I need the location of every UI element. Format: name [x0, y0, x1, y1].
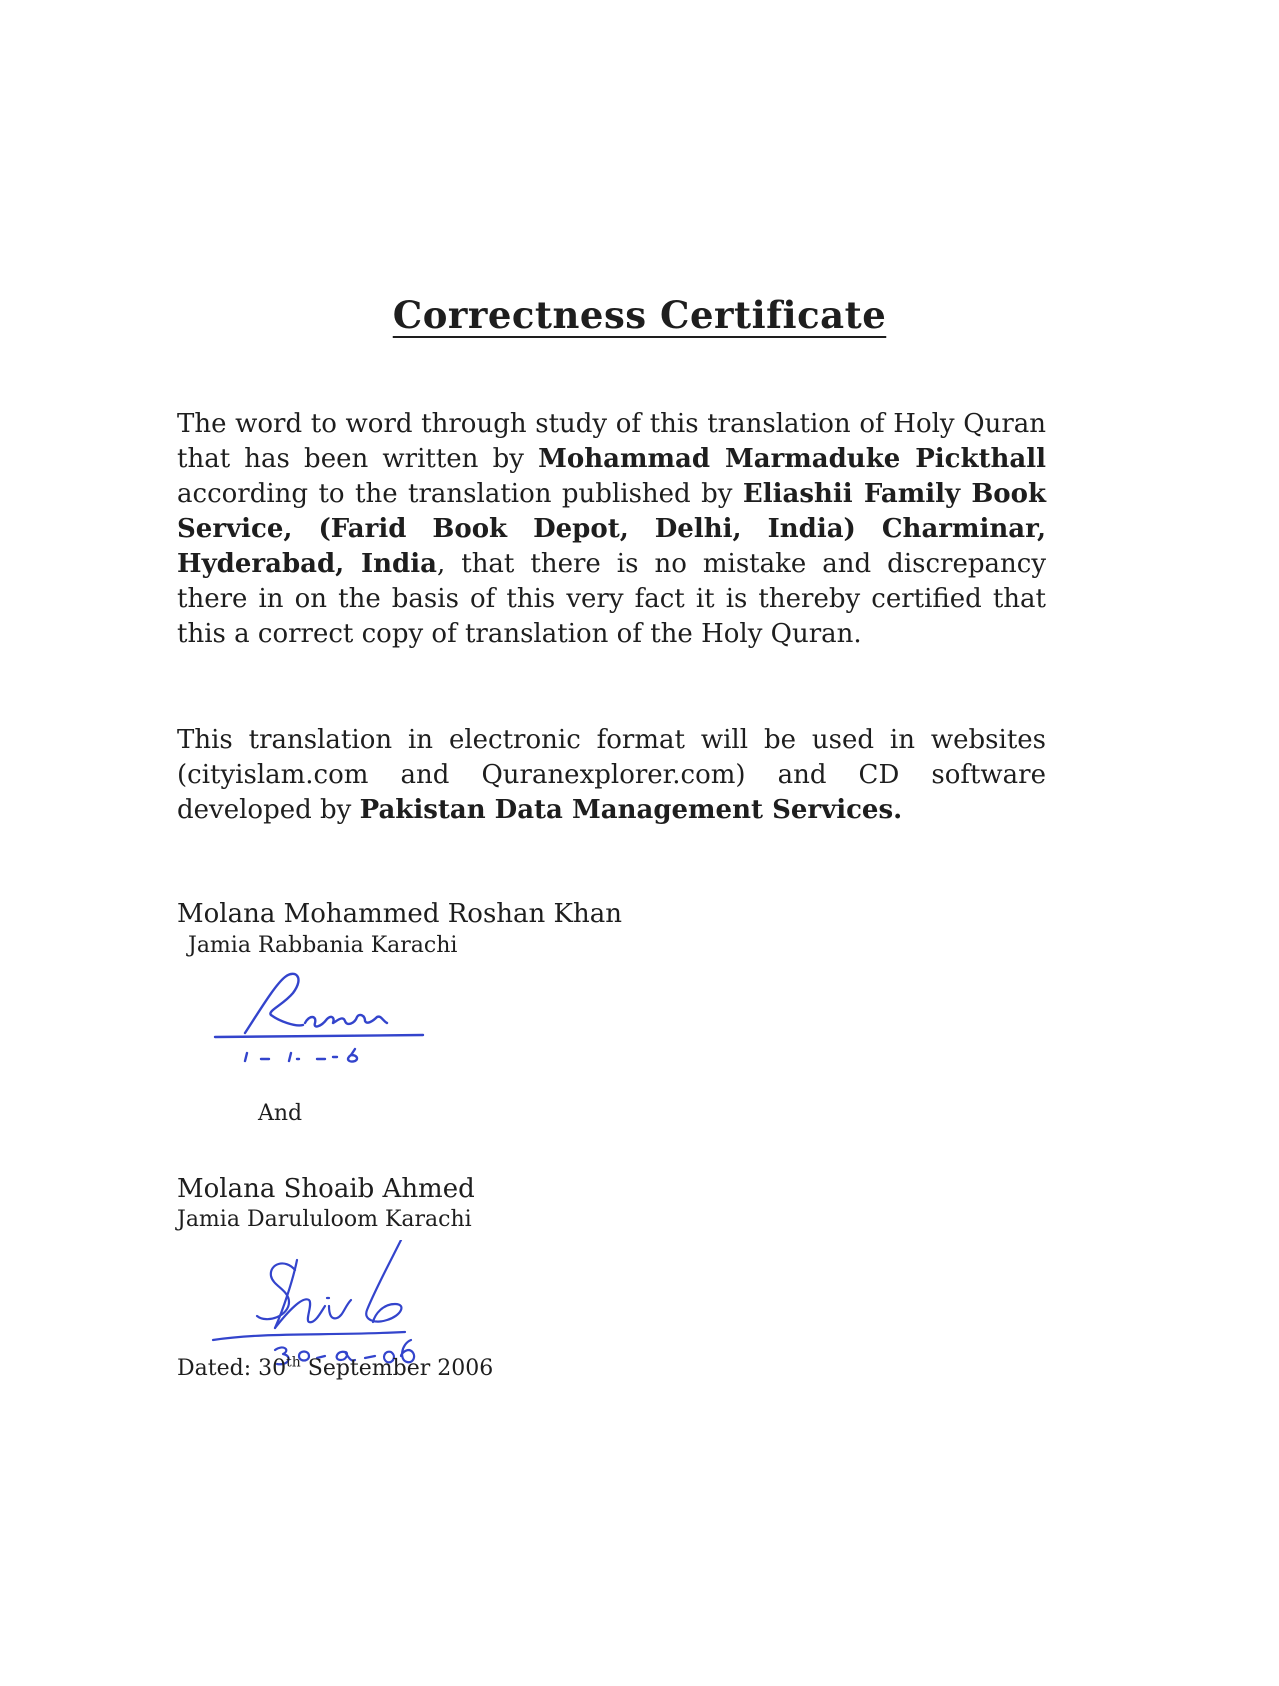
paragraph-text: , that there is no mistake and discrepancy there in on the basis of this very fact it is thereby certified that this a correct copy of translation of the Holy Quran. — [177, 549, 1047, 649]
dated-prefix: Dated: 30 — [177, 1356, 287, 1381]
signatory1-name: Molana Mohammed Roshan Khan — [177, 899, 622, 929]
certification-paragraph — [177, 407, 1046, 652]
paragraph-text: The word to word through study of this translation of Holy Quran that has been written by — [177, 409, 1046, 474]
signatory2-institution: Jamia Darululoom Karachi — [177, 1207, 472, 1232]
dated-ordinal: th — [286, 1354, 301, 1371]
publisher-name: Eliashii Family Book Service, (Farid Book Depot, Delhi, India) Charminar, Hyderabad, India — [177, 479, 1046, 579]
translator-name: Mohammad Marmaduke Pickthall — [538, 444, 1047, 474]
signatory1-institution: Jamia Rabbania Karachi — [188, 933, 458, 958]
signature-1 — [205, 965, 445, 1065]
dated-line — [177, 1355, 493, 1383]
usage-paragraph — [177, 723, 1046, 828]
paragraph-text: according to the translation published by — [177, 479, 743, 509]
dated-rest: September 2006 — [300, 1356, 494, 1381]
developer-name: Pakistan Data Management Services. — [359, 795, 903, 825]
conjunction-and: And — [258, 1101, 303, 1126]
paragraph-text: This translation in electronic format will be used in websites (cityislam.com and Quranexplorer.com) and CD software developed by — [177, 725, 1046, 825]
signature-2 — [205, 1240, 465, 1370]
certificate-title: Correctness Certificate — [392, 293, 887, 337]
signatory2-name: Molana Shoaib Ahmed — [177, 1174, 475, 1204]
